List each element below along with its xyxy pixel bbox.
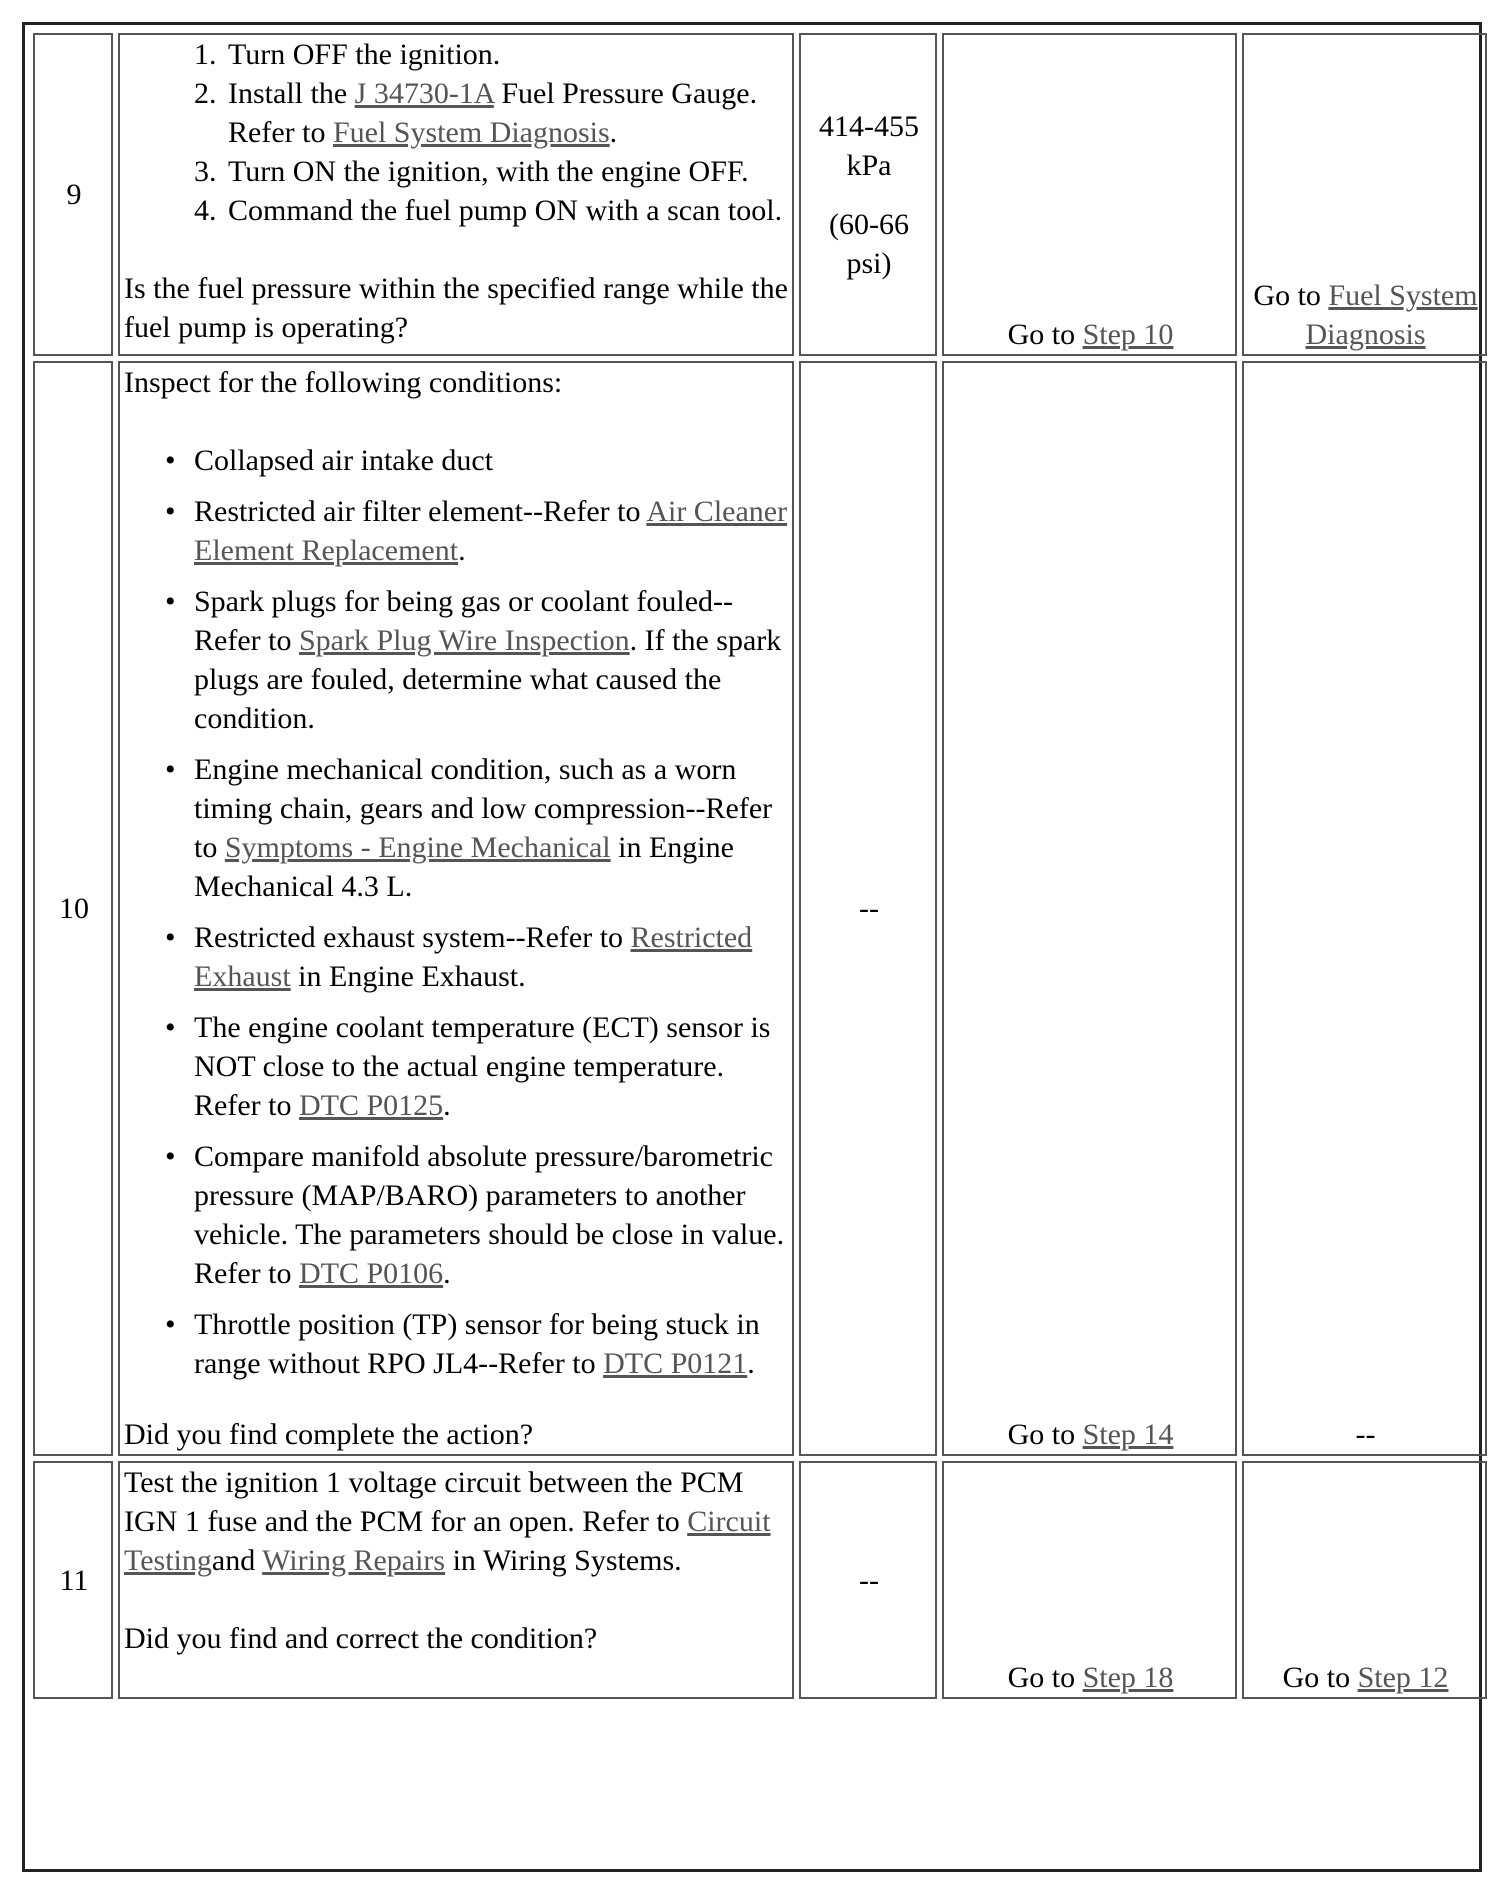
spec-value-kpa: 414-455 kPa — [819, 109, 919, 182]
list-item: • Compare manifold absolute pressure/barometric pressure (MAP/BARO) parameters to another vehicle. The parameters should be close in value. Refer to DTC P0106. — [194, 1137, 790, 1293]
link-dtc-p0125[interactable]: DTC P0125 — [298, 1089, 444, 1122]
link-wiring-repairs[interactable]: Wiring Repairs — [262, 1544, 446, 1577]
link-j34730-1a[interactable]: J 34730-1A — [354, 77, 494, 110]
no-cell: Go to Fuel System Diagnosis — [1242, 33, 1487, 356]
link-step-14[interactable]: Step 14 — [1082, 1418, 1174, 1451]
list-item: • Spark plugs for being gas or coolant fouled--Refer to Spark Plug Wire Inspection. If the spark plugs are fouled, determine what caused the condition. — [194, 582, 790, 738]
list-item: • Engine mechanical condition, such as a worn timing chain, gears and low compression--Refer to Symptoms - Engine Mechanical in Engine Mechanical 4.3 L. — [194, 750, 790, 906]
link-symptoms-engine-mechanical[interactable]: Symptoms - Engine Mechanical — [224, 831, 611, 864]
step-instruction: Test the ignition 1 voltage circuit between the PCM IGN 1 fuse and the PCM for an open. Refer to Circuit Testingand Wiring Repairs in Wiring Systems. — [124, 1466, 771, 1577]
link-step-18[interactable]: Step 18 — [1082, 1661, 1174, 1694]
action-steps-list — [124, 35, 790, 230]
step-question: Did you find complete the action? — [124, 1418, 534, 1451]
no-cell: Go to Step 12 — [1242, 1461, 1487, 1699]
diagnostic-table — [28, 28, 1492, 1704]
step-question: Is the fuel pressure within the specified range while the fuel pump is operating? — [124, 272, 788, 344]
list-item: • Throttle position (TP) sensor for being stuck in range without RPO JL4--Refer to DTC P0121. — [194, 1305, 790, 1383]
conditions-intro: Inspect for the following conditions: — [124, 366, 563, 399]
list-item: 3. Turn ON the ignition, with the engine OFF. — [224, 152, 790, 191]
action-cell — [118, 1461, 794, 1699]
step-question: Did you find and correct the condition? — [124, 1622, 598, 1655]
yes-cell: Go to Step 18 — [942, 1461, 1237, 1699]
table-row — [33, 33, 1487, 356]
link-circuit-testing[interactable]: Circuit Testing — [124, 1505, 771, 1577]
list-item: 2. Install the J 34730-1A Fuel Pressure Gauge. Refer to Fuel System Diagnosis. — [224, 74, 790, 152]
step-number: 9 — [33, 33, 113, 356]
link-dtc-p0106[interactable]: DTC P0106 — [298, 1257, 444, 1290]
yes-cell: Go to Step 14 — [942, 361, 1237, 1456]
list-item: 4. Command the fuel pump ON with a scan tool. — [224, 191, 790, 230]
yes-cell: Go to Step 10 — [942, 33, 1237, 356]
link-restricted-exhaust[interactable]: Restricted Exhaust — [194, 921, 753, 993]
spec-value-cell: -- — [799, 1461, 937, 1699]
list-item: • Collapsed air intake duct — [194, 441, 790, 480]
action-cell — [118, 361, 794, 1456]
link-fuel-system-diagnosis[interactable]: Fuel System Diagnosis — [332, 116, 610, 149]
link-spark-plug-wire-inspection[interactable]: Spark Plug Wire Inspection — [298, 624, 630, 657]
link-step-10[interactable]: Step 10 — [1082, 318, 1174, 351]
spec-value-psi: (60-66 psi) — [829, 207, 909, 280]
diagnostic-table-page — [22, 22, 1482, 1872]
conditions-list — [124, 441, 790, 1383]
spec-value-cell — [799, 33, 937, 356]
list-item: • Restricted exhaust system--Refer to Restricted Exhaust in Engine Exhaust. — [194, 918, 790, 996]
list-item: • Restricted air filter element--Refer to Air Cleaner Element Replacement. — [194, 492, 790, 570]
action-cell — [118, 33, 794, 356]
list-item: 1. Turn OFF the ignition. — [224, 35, 790, 74]
link-air-cleaner-element-replacement[interactable]: Air Cleaner Element Replacement — [194, 495, 788, 567]
no-cell: -- — [1242, 361, 1487, 1456]
link-step-12[interactable]: Step 12 — [1357, 1661, 1449, 1694]
table-row — [33, 361, 1487, 1456]
step-number: 10 — [33, 361, 113, 1456]
step-number: 11 — [33, 1461, 113, 1699]
table-row — [33, 1461, 1487, 1699]
link-dtc-p0121[interactable]: DTC P0121 — [603, 1347, 748, 1380]
spec-value-cell: -- — [799, 361, 937, 1456]
link-fuel-system-diagnosis-no[interactable]: Fuel System Diagnosis — [1305, 279, 1478, 351]
list-item: • The engine coolant temperature (ECT) sensor is NOT close to the actual engine temperature. Refer to DTC P0125. — [194, 1008, 790, 1125]
